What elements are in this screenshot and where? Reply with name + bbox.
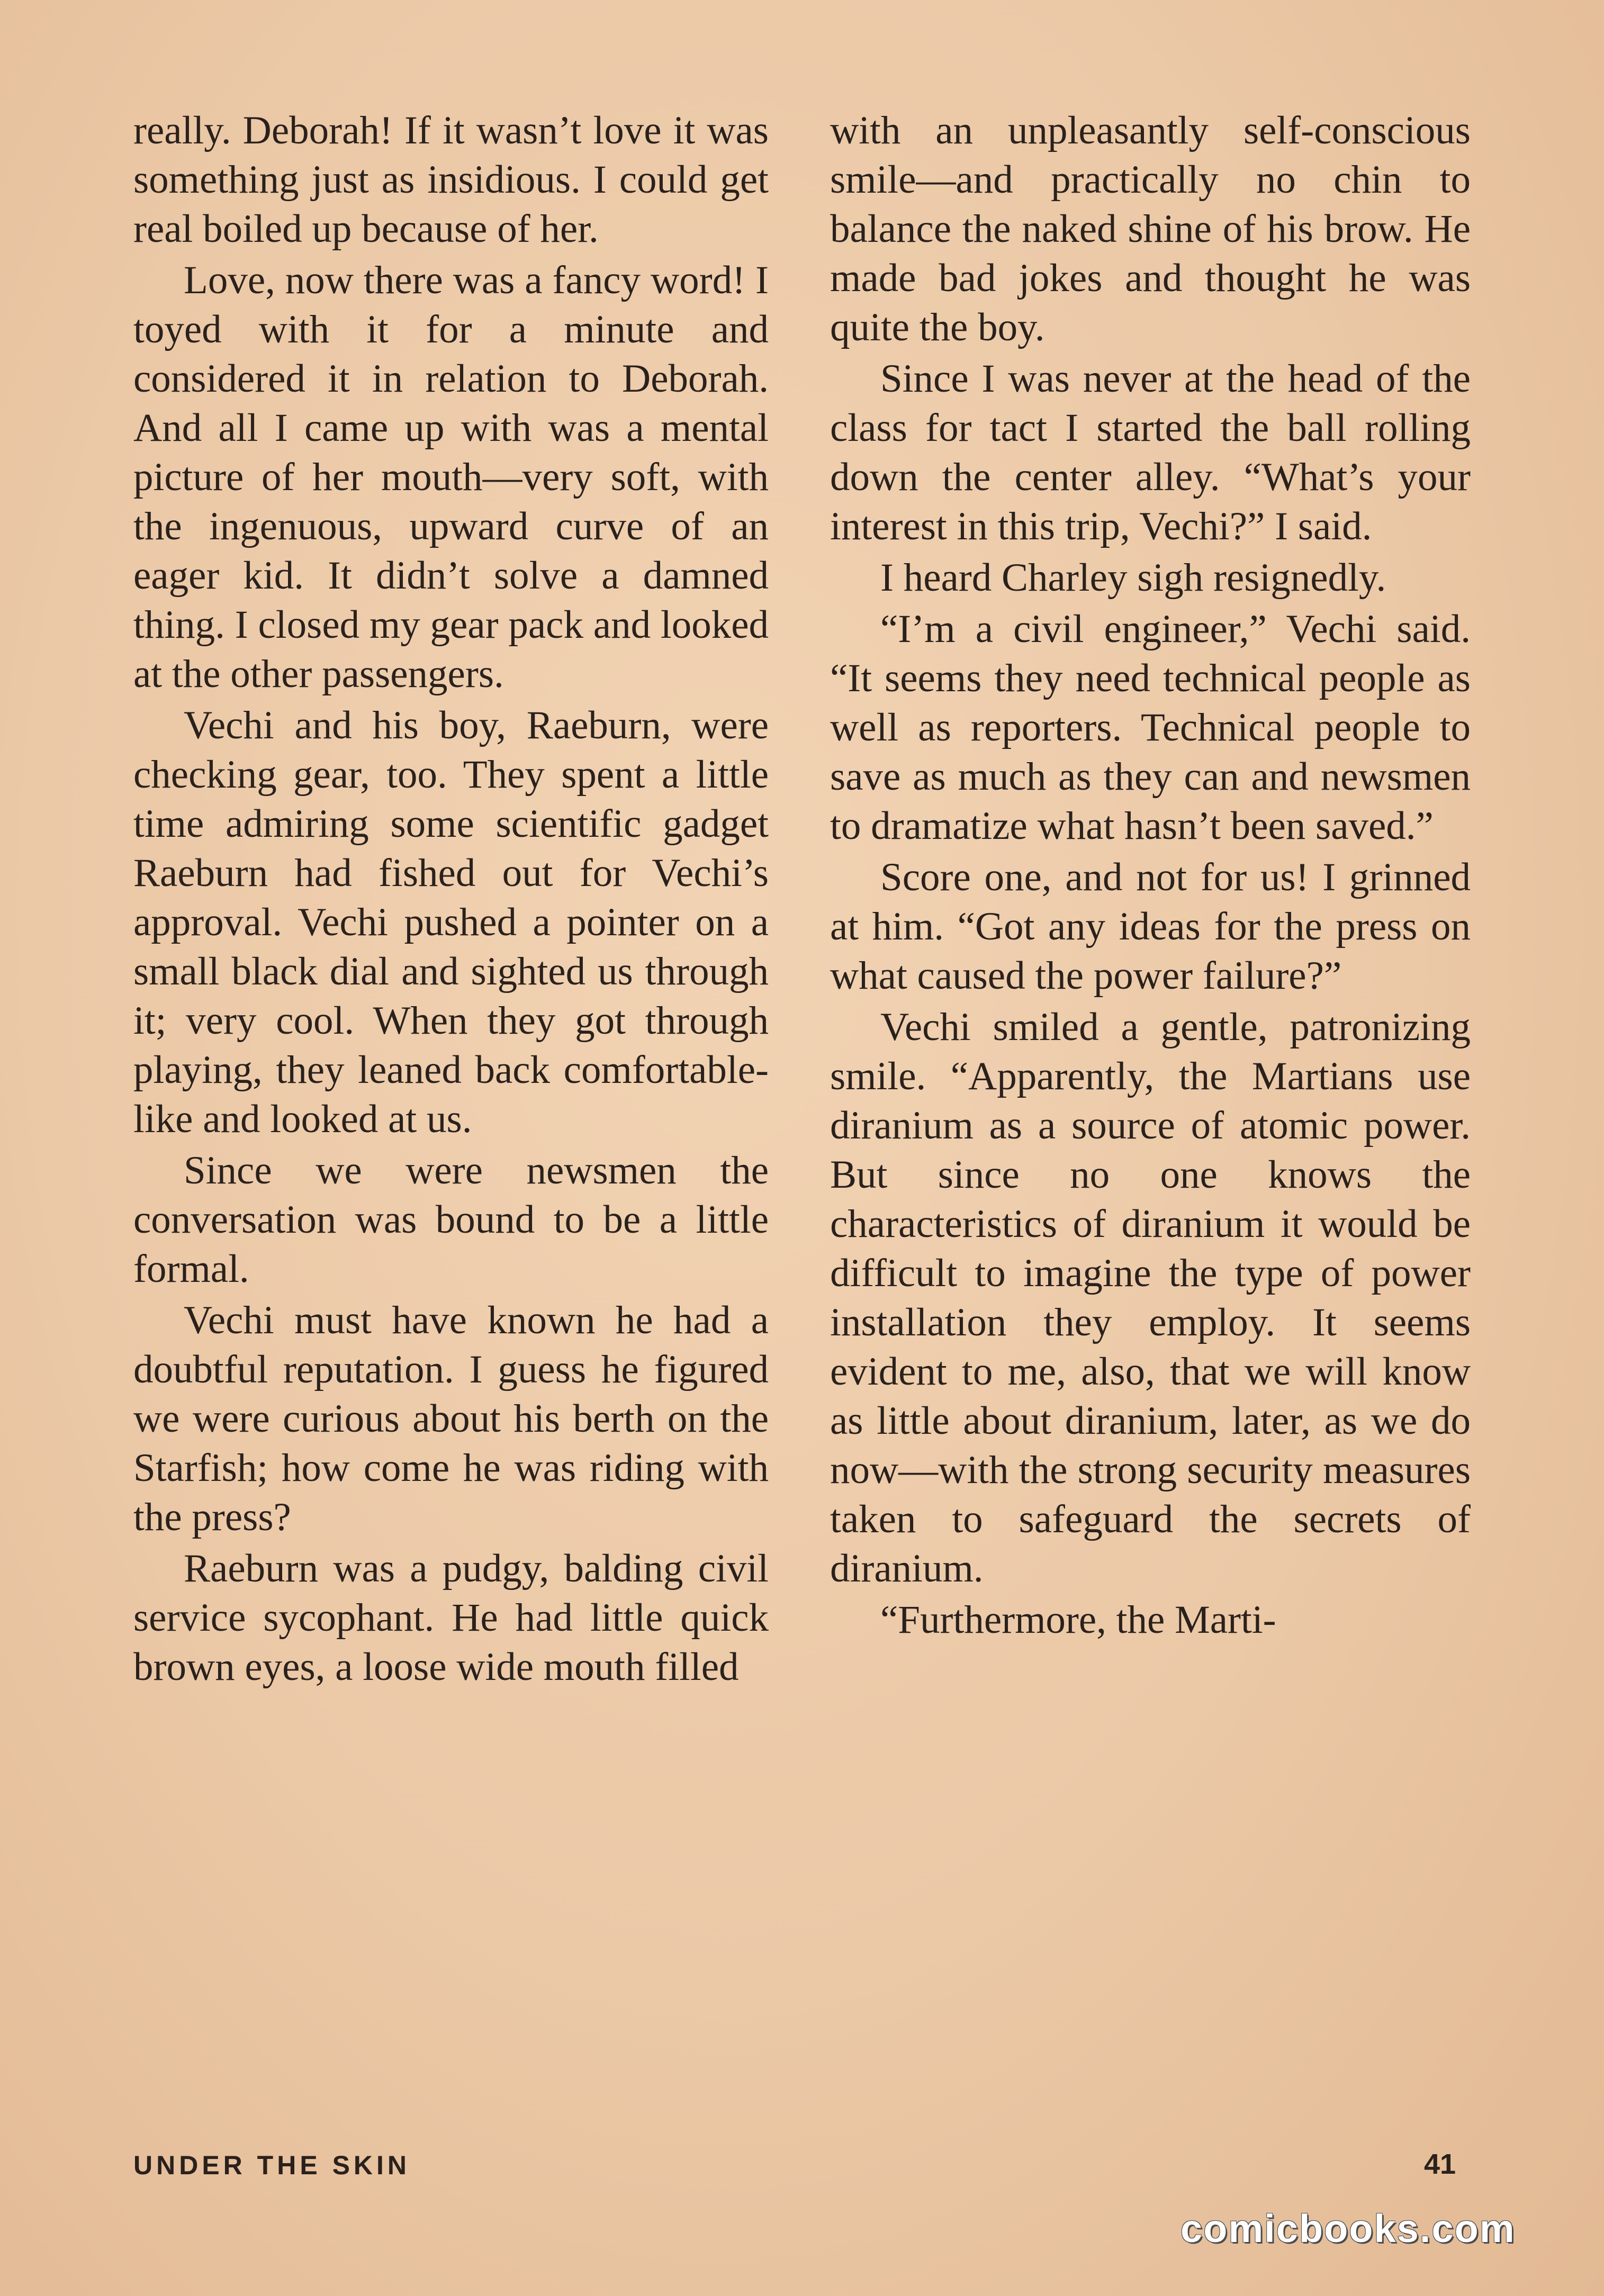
paragraph: “I’m a civil engineer,” Vechi said. “It seems they need technical people as well as reporters. Technical people to save as much as they can and newsmen to dramatize what hasn’t been saved.” xyxy=(830,607,1471,848)
paragraph: “Furthermore, the Marti- xyxy=(880,1598,1276,1642)
paragraph: Vechi and his boy, Raeburn, were checking gear, too. They spent a little time admiring some scientific gadget Raeburn had fished out for Vechi’s approval. Vechi pushed a pointer on a small black dial and sighted us through it; very cool. When they got through playing, they leaned back comfortable-like and looked at us. xyxy=(133,703,769,1141)
watermark-logo: comicbooks.com xyxy=(1181,2207,1516,2250)
paragraph: I heard Charley sigh resignedly. xyxy=(880,556,1386,600)
paragraph: Since I was never at the head of the class for tact I started the ball rolling down the center alley. “What’s your interest in this trip, Vechi?” I said. xyxy=(830,357,1471,548)
paragraph: Score one, and not for us! I grinned at him. “Got any ideas for the press on what caused the power failure?” xyxy=(830,855,1471,998)
paragraph: with an unpleasantly self-conscious smile—and practically no chin to balance the naked shine of his brow. He made bad jokes and thought he was quite the boy. xyxy=(830,109,1471,349)
running-footer-title: UNDER THE SKIN xyxy=(133,2150,411,2180)
right-text-column xyxy=(830,106,1471,1647)
paragraph: Love, now there was a fancy word! I toyed with it for a minute and considered it in relation to Deborah. And all I came up with was a mental picture of her mouth—very soft, with the ingenuous, upward curve of an eager kid. It didn’t solve a damned thing. I closed my gear pack and looked at the other passengers. xyxy=(133,258,769,696)
paragraph: Raeburn was a pudgy, balding civil service sycophant. He had little quick brown eyes, a loose wide mouth filled xyxy=(133,1547,769,1689)
paragraph: Vechi must have known he had a doubtful reputation. I guess he figured we were curious about his berth on the Starfish; how come he was riding with the press? xyxy=(133,1298,769,1539)
paragraph: really. Deborah! If it wasn’t love it was something just as insidious. I could get real boiled up because of her. xyxy=(133,109,769,251)
left-text-column xyxy=(133,106,769,1694)
page-number: 41 xyxy=(1424,2148,1456,2180)
paragraph: Since we were newsmen the conversation was bound to be a little formal. xyxy=(133,1149,769,1291)
paragraph: Vechi smiled a gentle, patronizing smile. “Apparently, the Martians use diranium as a source of atomic power. But since no one knows the characteristics of diranium it would be difficult to imagine the type of power installation they employ. It seems evident to me, also, that we will know as little about diranium, later, as we do now—with the strong security measures taken to safeguard the secrets of diranium. xyxy=(830,1005,1471,1590)
